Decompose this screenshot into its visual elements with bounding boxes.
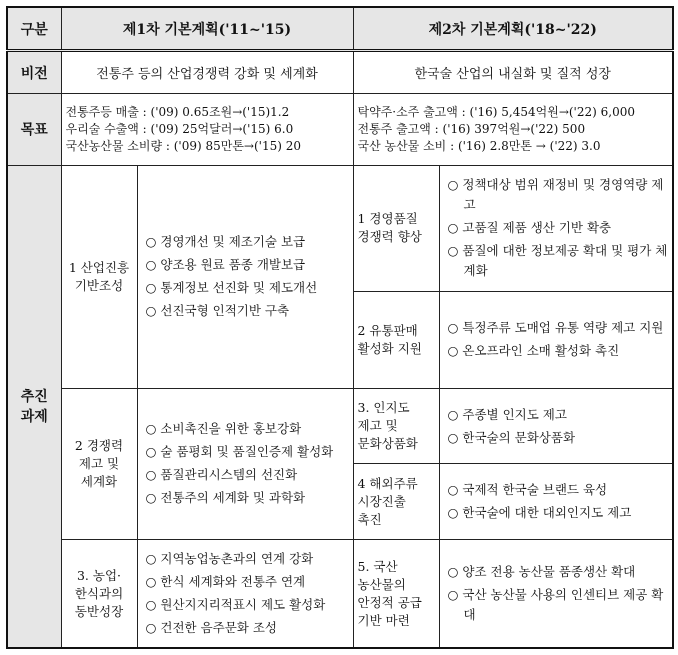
list-item: ○ 경영개선 및 제조기술 보급: [145, 234, 306, 250]
title-line: 활성화 지원: [357, 340, 422, 356]
title-line: 시장진출: [357, 493, 406, 509]
title-line: 3. 농업·: [76, 567, 122, 583]
plan1-task2-items: [137, 388, 353, 539]
list-item: ○ 주종별 인지도 제고: [447, 406, 567, 422]
title-line: 촉진: [357, 511, 382, 527]
list-item: ○ 한식 세계화와 전통주 연계: [145, 574, 306, 589]
tasks-row: [7, 388, 673, 464]
list-item: ○ 품질에 대한 정보제공 확대 및 평가 체계화: [447, 243, 668, 279]
title-line: 농산물의: [357, 576, 406, 592]
plan2-task4-items: [439, 464, 673, 540]
plan2-task3-title: [353, 388, 439, 464]
list-item: ○ 특정주류 도매업 유통 역량 제고 지원: [447, 320, 664, 336]
title-line: 기반조성: [74, 277, 124, 293]
title-line: 2 경쟁력: [74, 437, 124, 453]
title-line: 한식과의: [74, 585, 124, 601]
vision-plan1: 전통주 등의 산업경쟁력 강화 및 세계화: [61, 51, 353, 94]
title-line: 안정적 공급: [357, 594, 422, 610]
goal-line: 국산 농산물 소비 : ('16) 2.8만톤 → ('22) 3.0: [357, 138, 601, 153]
goal-line: 우리술 수출액 : ('09) 25억달러→('15) 6.0: [65, 121, 294, 136]
goals-row: [7, 94, 673, 165]
list-item: ○ 양조 전용 농산물 품종생산 확대: [447, 564, 636, 579]
goal-line: 전통주 출고액 : ('16) 397억원→('22) 500: [357, 121, 586, 136]
title-line: 동반성장: [74, 603, 124, 619]
title-line: 제고 및: [357, 418, 398, 434]
plan1-task3-title: [61, 540, 137, 649]
header-plan2: 제2차 기본계획('18~'22): [353, 7, 673, 51]
plan1-task1-items: [137, 165, 353, 388]
list-item: ○ 국제적 한국술 브랜드 육성: [447, 482, 608, 498]
title-line: 1 산업진흥: [68, 259, 130, 275]
list-item: ○ 건전한 음주문화 조성: [145, 620, 278, 635]
header-category: 구분: [7, 7, 61, 51]
list-item: ○ 술 품평회 및 품질인증제 활성화: [145, 444, 334, 460]
list-item: ○ 품질관리시스템의 선진화: [145, 467, 298, 483]
list-item: ○ 지역농업농촌과의 연계 강화: [145, 551, 314, 566]
tasks-label-line: 과제: [20, 409, 48, 426]
plan1-task2-title: [61, 388, 137, 539]
title-line: 1 경영품질: [357, 211, 418, 227]
list-item: ○ 국산 농산물 사용의 인센티브 제공 확대: [447, 587, 664, 622]
list-item: ○ 고품질 제품 생산 기반 확충: [447, 220, 612, 236]
plan-comparison-table: [6, 6, 674, 649]
plan2-task4-title: [353, 464, 439, 540]
list-item: ○ 통계정보 선진화 및 제도개선: [145, 280, 318, 296]
title-line: 문화상품화: [357, 436, 418, 452]
plan2-task5-items: [439, 540, 673, 649]
tasks-label: [7, 165, 61, 648]
plan2-task3-items: [439, 388, 673, 464]
title-line: 4 해외주류: [357, 475, 418, 491]
plan2-task1-items: [439, 165, 673, 291]
plan1-task1-title: [61, 165, 137, 388]
title-line: 2 유통판매: [357, 322, 418, 338]
list-item: ○ 정책대상 범위 재정비 및 경영역량 제고: [447, 177, 664, 213]
goal-line: 탁약주·소주 출고액 : ('16) 5,454억원→('22) 6,000: [357, 104, 635, 119]
plan2-task5-title: [353, 540, 439, 649]
list-item: ○ 소비촉진을 위한 홍보강화: [145, 421, 302, 437]
header-plan1: 제1차 기본계획('11~'15): [61, 7, 353, 51]
goal-line: 전통주등 매출 : ('09) 0.65조원→('15)1.2: [65, 104, 290, 119]
title-line: 제고 및: [78, 455, 120, 471]
tasks-label-line: 추진: [20, 389, 48, 406]
list-item: ○ 선진국형 인적기반 구축: [145, 303, 290, 319]
list-item: ○ 원산지지리적표시 제도 활성화: [145, 597, 326, 612]
goals-label: 목표: [7, 94, 61, 165]
header-row: [7, 7, 673, 51]
list-item: ○ 온오프라인 소매 활성화 촉진: [447, 343, 620, 359]
vision-row: [7, 51, 673, 94]
tasks-row: [7, 540, 673, 649]
title-line: 3. 인지도: [357, 400, 410, 416]
title-line: 경쟁력 향상: [357, 229, 422, 245]
title-line: 5. 국산: [357, 558, 398, 574]
vision-label: 비전: [7, 51, 61, 94]
plan2-task1-title: [353, 165, 439, 291]
list-item: ○ 양조용 원료 품종 개발보급: [145, 257, 306, 273]
list-item: ○ 한국술에 대한 대외인지도 제고: [447, 505, 632, 521]
tasks-row: [7, 165, 673, 291]
title-line: 기반 마련: [357, 612, 410, 628]
title-line: 세계화: [80, 473, 118, 489]
plan2-task2-title: [353, 291, 439, 388]
list-item: ○ 한국술의 문화상품화: [447, 429, 576, 445]
goals-plan1: [61, 94, 353, 165]
goals-plan2: [353, 94, 673, 165]
vision-plan2: 한국술 산업의 내실화 및 질적 성장: [353, 51, 673, 94]
plan2-task2-items: [439, 291, 673, 388]
goal-line: 국산농산물 소비량 : ('09) 85만톤→('15) 20: [65, 138, 301, 153]
list-item: ○ 전통주의 세계화 및 과학화: [145, 490, 306, 506]
plan1-task3-items: [137, 540, 353, 649]
